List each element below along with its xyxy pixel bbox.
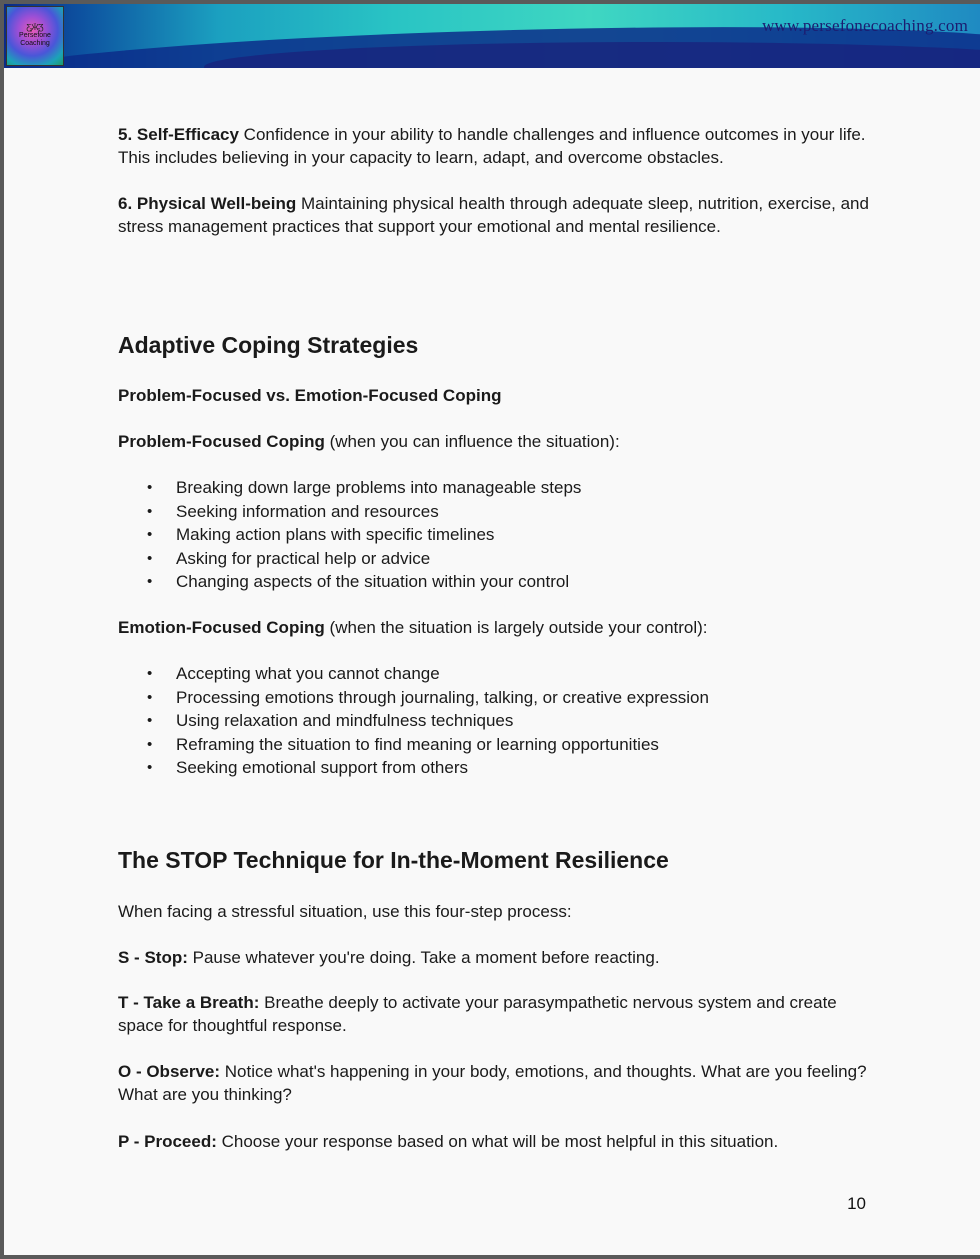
butterfly-icon: Ƹ̵̡Ӝ̵̨̄Ʒ xyxy=(26,23,44,32)
emotion-focused-list xyxy=(118,662,878,780)
list-item: • Making action plans with specific timelines xyxy=(118,523,878,547)
list-item: • Using relaxation and mindfulness techniques xyxy=(118,709,878,733)
stop-step-t xyxy=(118,991,878,1037)
list-item: • Breaking down large problems into manageable steps xyxy=(118,476,878,500)
stop-step-text: Breathe deeply to activate your parasympathetic nervous system and create space for thoughtful response. xyxy=(118,993,837,1035)
list-item: • Reframing the situation to find meaning or learning opportunities xyxy=(118,733,878,757)
stop-step-term: S - Stop: xyxy=(118,948,188,967)
physical-wellbeing-text: Maintaining physical health through adequate sleep, nutrition, exercise, and stress management practices that support your emotional and mental resilience. xyxy=(118,194,869,236)
list-item: • Asking for practical help or advice xyxy=(118,547,878,571)
stop-heading: The STOP Technique for In-the-Moment Resilience xyxy=(118,847,669,873)
self-efficacy-term: 5. Self-Efficacy xyxy=(118,125,239,144)
stop-step-p xyxy=(118,1130,878,1153)
problem-focused-term: Problem-Focused Coping xyxy=(118,432,325,451)
list-item: • Seeking information and resources xyxy=(118,500,878,524)
physical-wellbeing-term: 6. Physical Well-being xyxy=(118,194,297,213)
coping-subheading: Problem-Focused vs. Emotion-Focused Coping xyxy=(118,386,502,405)
logo xyxy=(6,6,64,66)
logo-text: Persefone Coaching xyxy=(19,32,51,47)
problem-focused-intro xyxy=(118,430,878,453)
problem-focused-note: (when you can influence the situation): xyxy=(324,432,620,451)
stop-step-term: P - Proceed: xyxy=(118,1132,217,1151)
coping-heading: Adaptive Coping Strategies xyxy=(118,332,419,358)
problem-focused-list xyxy=(118,476,878,594)
stop-step-term: O - Observe: xyxy=(118,1062,221,1081)
list-item: • Processing emotions through journaling, talking, or creative expression xyxy=(118,686,878,710)
stop-step-text: Notice what's happening in your body, emotions, and thoughts. What are you feeling? What are you thinking? xyxy=(118,1062,867,1104)
emotion-focused-term: Emotion-Focused Coping xyxy=(118,618,325,637)
self-efficacy-text: Confidence in your ability to handle challenges and influence outcomes in your life. This includes believing in your capacity to learn, adapt, and overcome obstacles. xyxy=(118,125,866,167)
stop-intro: When facing a stressful situation, use this four-step process: xyxy=(118,902,572,921)
stop-step-term: T - Take a Breath: xyxy=(118,993,260,1012)
list-item: • Seeking emotional support from others xyxy=(118,756,878,780)
stop-step-text: Pause whatever you're doing. Take a moment before reacting. xyxy=(187,948,660,967)
list-item: • Accepting what you cannot change xyxy=(118,662,878,686)
document-page xyxy=(4,4,980,1255)
header-banner xyxy=(4,4,980,68)
site-url[interactable]: www.persefonecoaching.com xyxy=(762,16,968,35)
emotion-focused-intro xyxy=(118,616,878,639)
list-item: • Changing aspects of the situation within your control xyxy=(118,570,878,594)
emotion-focused-note: (when the situation is largely outside your control): xyxy=(324,618,708,637)
self-efficacy-paragraph xyxy=(118,123,878,169)
stop-step-text: Choose your response based on what will be most helpful in this situation. xyxy=(216,1132,779,1151)
page-number: 10 xyxy=(847,1194,866,1213)
stop-step-s xyxy=(118,946,878,969)
stop-step-o xyxy=(118,1060,878,1106)
physical-wellbeing-paragraph xyxy=(118,192,878,238)
